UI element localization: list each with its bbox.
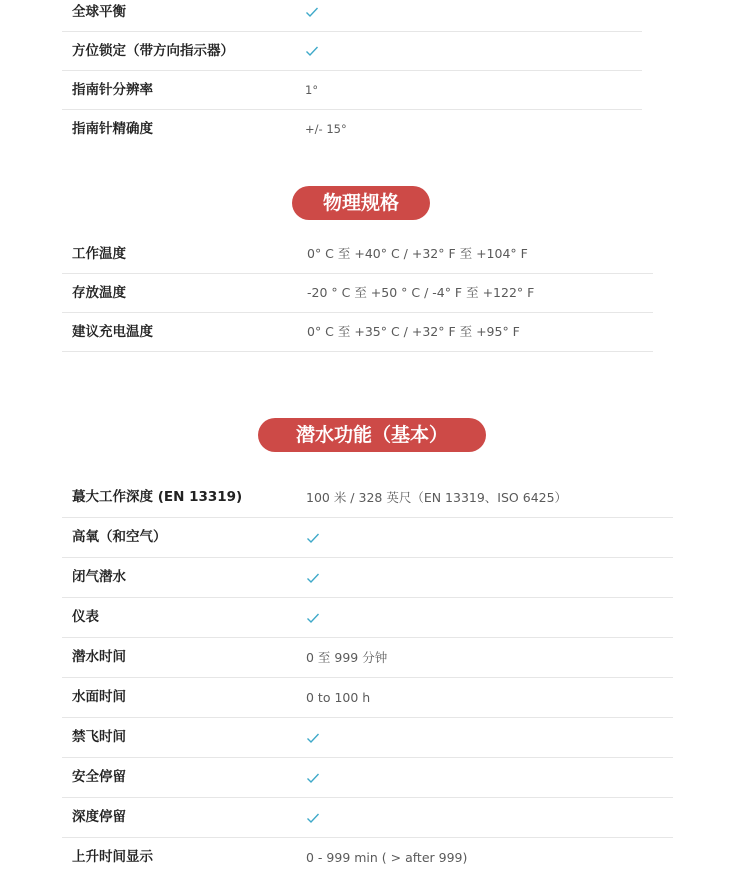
spec-row-dive-time (62, 638, 673, 678)
spec-label: 指南针分辨率 (72, 82, 153, 98)
checkmark-icon (306, 812, 320, 824)
spec-value: +/- 15° (305, 122, 347, 136)
spec-row-max-depth (62, 478, 673, 518)
spec-value: -20 ° C 至 +50 ° C / -4° F 至 +122° F (307, 285, 535, 300)
spec-value: 0° C 至 +40° C / +32° F 至 +104° F (307, 246, 528, 261)
spec-value: 100 米 / 328 英尺（EN 13319、ISO 6425） (306, 490, 568, 505)
spec-row-operating-temperature (62, 235, 653, 274)
spec-row-nitrox (62, 518, 673, 558)
spec-row-global-balance (62, 0, 642, 32)
spec-label: 上升时间显示 (72, 849, 153, 865)
spec-row-compass-accuracy (62, 110, 642, 149)
spec-label: 潜水时间 (72, 649, 126, 665)
checkmark-icon (306, 532, 320, 544)
dive-spec-table (62, 478, 673, 878)
spec-label: 禁飞时间 (72, 729, 126, 745)
checkmark-icon (306, 772, 320, 784)
spec-value: 0 to 100 h (306, 690, 371, 705)
physical-spec-table (62, 235, 653, 352)
spec-row-no-fly-time (62, 718, 673, 758)
checkmark-icon (305, 6, 319, 18)
spec-label: 闭气潜水 (72, 569, 126, 585)
section-heading-dive-features: 潜水功能（基本） (258, 418, 486, 452)
spec-label: 全球平衡 (72, 4, 126, 20)
section-heading-physical-specs: 物理规格 (292, 186, 430, 220)
spec-label: 高氧（和空气） (72, 529, 167, 545)
spec-label: 蕞大工作深度 (EN 13319) (72, 489, 243, 505)
spec-value: 0° C 至 +35° C / +32° F 至 +95° F (307, 324, 520, 339)
spec-value: 0 - 999 min ( > after 999) (306, 850, 468, 865)
spec-label: 指南针精确度 (72, 121, 153, 137)
spec-label: 工作温度 (72, 246, 126, 262)
spec-row-deep-stop (62, 798, 673, 838)
spec-label: 建议充电温度 (72, 324, 153, 340)
checkmark-icon (306, 612, 320, 624)
spec-label: 水面时间 (72, 689, 126, 705)
spec-row-charging-temperature (62, 313, 653, 352)
spec-row-compass-resolution (62, 71, 642, 110)
spec-label: 深度停留 (72, 809, 126, 825)
spec-label: 存放温度 (72, 285, 126, 301)
checkmark-icon (306, 732, 320, 744)
spec-row-surface-time (62, 678, 673, 718)
compass-spec-table (62, 0, 642, 149)
checkmark-icon (305, 45, 319, 57)
checkmark-icon (306, 572, 320, 584)
spec-row-gauge (62, 598, 673, 638)
spec-row-ascent-time (62, 838, 673, 878)
spec-value: 1° (305, 83, 319, 97)
spec-row-storage-temperature (62, 274, 653, 313)
spec-row-bearing-lock (62, 32, 642, 71)
spec-value: 0 至 999 分钟 (306, 650, 388, 665)
spec-row-freediving (62, 558, 673, 598)
spec-label: 仪表 (72, 609, 99, 625)
spec-row-safety-stop (62, 758, 673, 798)
spec-label: 方位锁定（带方向指示器） (72, 43, 234, 59)
spec-label: 安全停留 (72, 769, 126, 785)
